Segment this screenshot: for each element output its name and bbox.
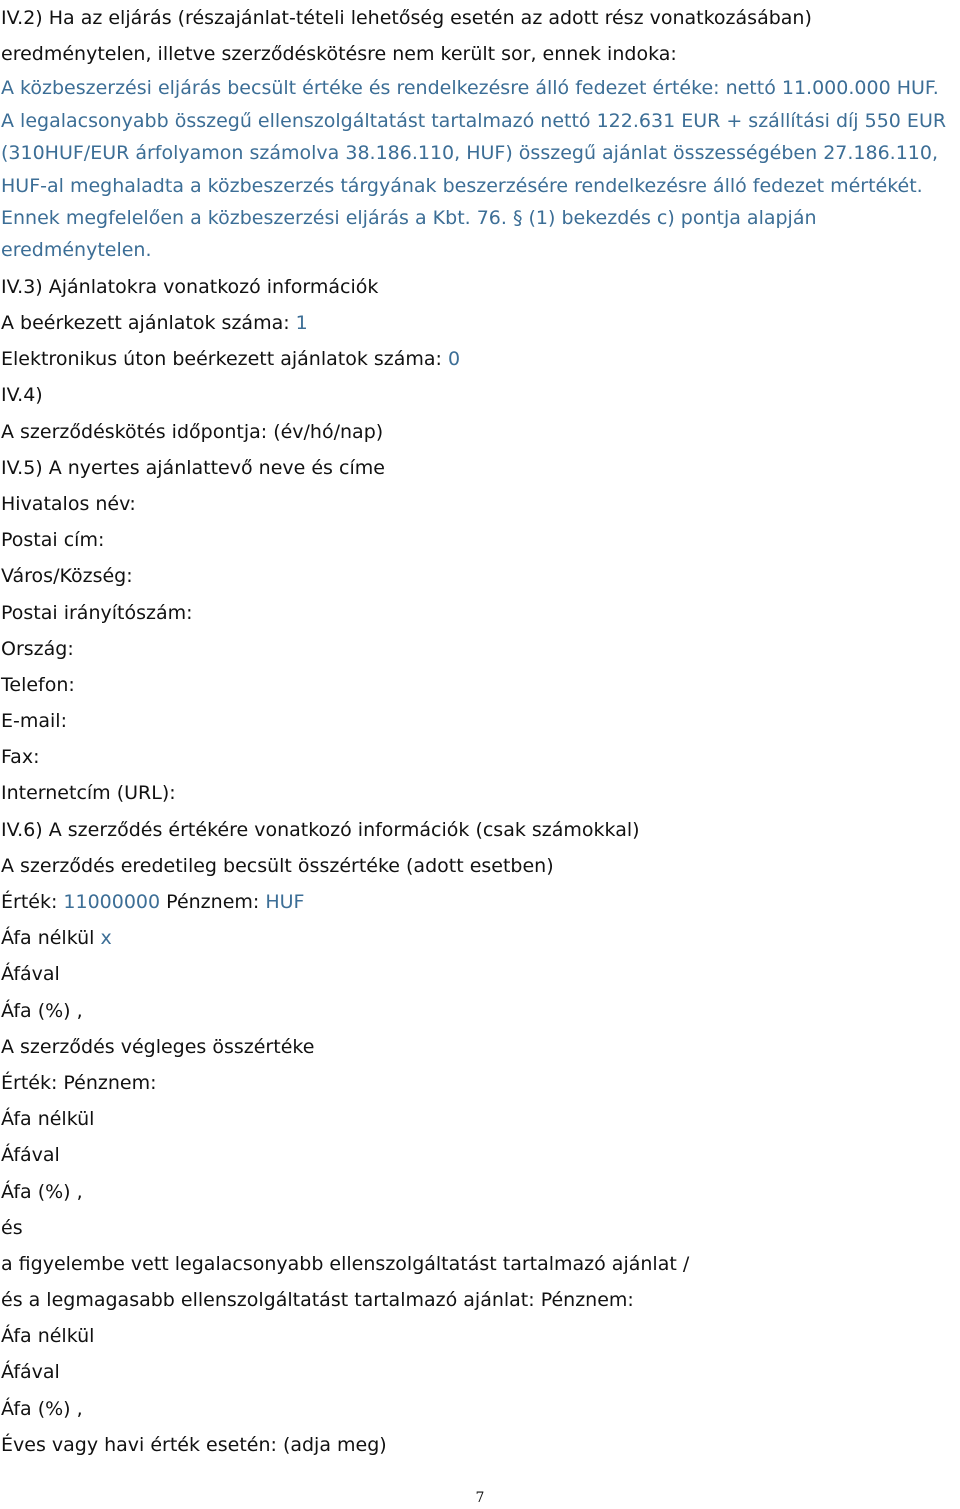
original-value-row [1, 884, 956, 920]
postal-code-label: Postai irányítószám: [1, 601, 193, 624]
country-label: Ország: [1, 637, 74, 660]
original-value: 11000000 [63, 891, 161, 913]
original-vat-pct-label: Áfa (%) , [1, 999, 83, 1022]
final-value-label: Érték: Pénznem: [1, 1071, 157, 1094]
section-iv2-heading-line2: eredménytelen, illetve szerződéskötésre nem került sor, ennek indoka: [1, 43, 677, 66]
electronic-offers-value: 0 [447, 348, 461, 371]
phone-label: Telefon: [1, 673, 75, 696]
highest-offer-label: és a legmagasabb ellenszolgáltatást tartalmazó ajánlat: Pénznem: [1, 1289, 634, 1312]
section-iv5 [1, 450, 956, 812]
postal-address-label: Postai cím: [1, 529, 105, 552]
received-offers-label: A beérkezett ajánlatok száma: [1, 312, 296, 334]
city-label: Város/Község: [1, 565, 133, 588]
document-page [1, 0, 956, 1463]
final-value-title: A szerződés végleges összértéke [1, 1035, 315, 1058]
original-currency: HUF [265, 891, 305, 913]
range-vat-incl-label: Áfával [1, 1361, 60, 1384]
range-vat-pct-label: Áfa (%) , [1, 1397, 83, 1420]
contract-date-label: A szerződéskötés időpontja: (év/hó/nap) [1, 420, 384, 443]
original-currency-label: Pénznem: [160, 891, 266, 913]
final-vat-incl-label: Áfával [1, 1144, 60, 1167]
section-iv6 [1, 812, 956, 1463]
original-vat-excl-label: Áfa nélkül [1, 927, 101, 950]
range-vat-excl-label: Áfa nélkül [1, 1325, 95, 1348]
and-label: és [1, 1216, 23, 1239]
electronic-offers-row [1, 341, 956, 377]
section-iv2-heading-line1: IV.2) Ha az eljárás (részajánlat-tételi lehetőség esetén az adott rész vonatkozásában) [1, 7, 812, 29]
original-vat-excl-row [1, 920, 956, 956]
final-vat-pct-label: Áfa (%) , [1, 1180, 83, 1203]
original-vat-excl-mark: x [100, 927, 112, 950]
section-iv4-heading: IV.4) [1, 384, 43, 407]
email-label: E-mail: [1, 710, 67, 733]
url-label: Internetcím (URL): [1, 782, 176, 805]
annual-monthly-label: Éves vagy havi érték esetén: (adja meg) [1, 1433, 387, 1456]
fax-label: Fax: [1, 746, 40, 769]
original-value-label: Érték: [1, 891, 64, 913]
section-iv5-heading: IV.5) A nyertes ajánlattevő neve és címe [1, 456, 385, 479]
section-iv4 [1, 377, 956, 449]
section-iv2 [1, 0, 956, 267]
page-number: 7 [475, 1490, 485, 1506]
original-vat-incl-label: Áfával [1, 963, 60, 986]
section-iv6-heading: IV.6) A szerződés értékére vonatkozó információk (csak számokkal) [1, 818, 640, 841]
section-iv2-reason: A közbeszerzési eljárás becsült értéke és rendelkezésre álló fedezet értéke: nettó 11.000.000 HUF. A legalacsonyabb összegű ellenszolgáltatást tartalmazó nettó 122.631 EUR + szállítási díj 550 EUR (310HUF/EUR árfolyamon számolva 38.186.110, HUF) összegű ajánlat összességében 27.186.110, HUF-al meghaladta a közbeszerzés tárgyának beszerzésére rendelkezésre álló fedezet mértékét. Ennek megfelelően a közbeszerzési eljárás a Kbt. 76. § (1) bekezdés c) pontja alapján eredménytelen. [1, 77, 947, 262]
section-iv3-heading: IV.3) Ajánlatokra vonatkozó információk [1, 275, 379, 298]
received-offers-value: 1 [295, 312, 308, 334]
received-offers-row [1, 305, 956, 341]
electronic-offers-label: Elektronikus úton beérkezett ajánlatok száma: [1, 348, 448, 371]
section-iv3 [1, 269, 956, 378]
final-vat-excl-label: Áfa nélkül [1, 1108, 95, 1131]
lowest-offer-label: a figyelembe vett legalacsonyabb ellenszolgáltatást tartalmazó ajánlat / [1, 1252, 690, 1275]
original-value-title: A szerződés eredetileg becsült összértéke (adott esetben) [1, 854, 554, 877]
official-name-label: Hivatalos név: [1, 492, 136, 515]
